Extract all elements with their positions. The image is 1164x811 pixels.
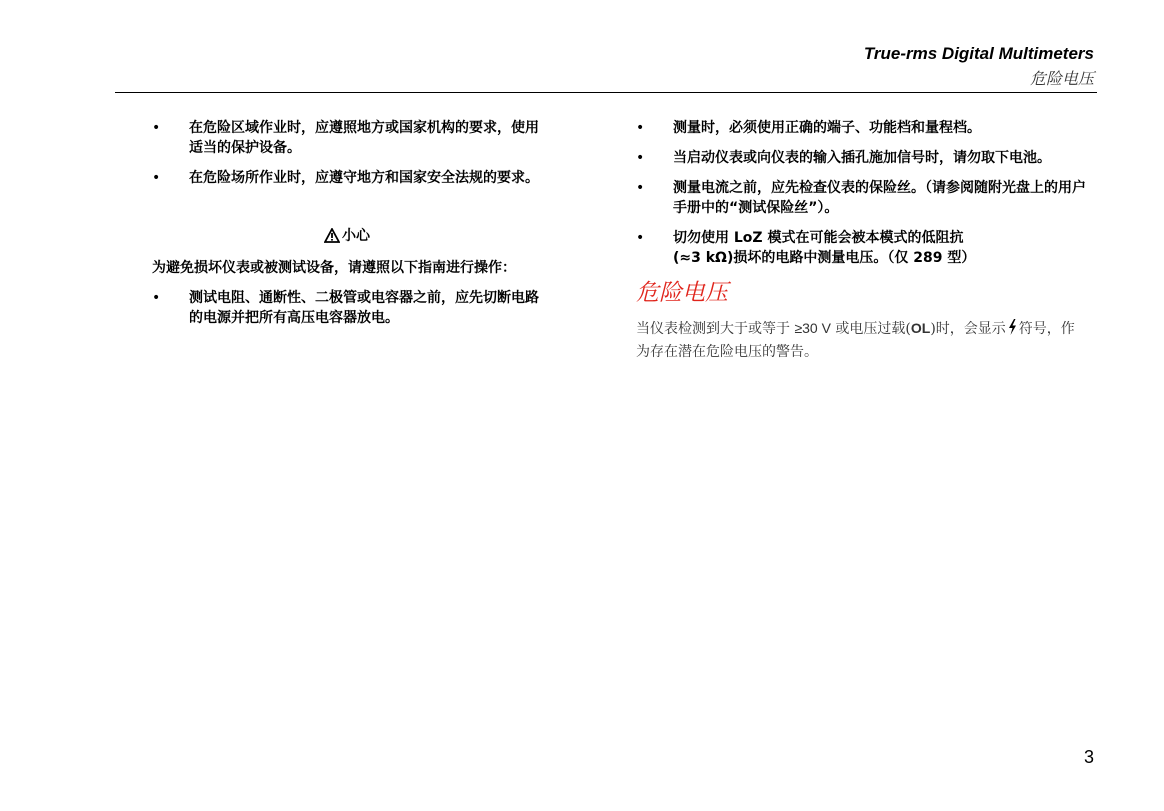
list-item <box>152 168 542 188</box>
bullet-dot: • <box>152 120 161 136</box>
list-item <box>152 118 542 158</box>
loz-bullet-text <box>673 230 975 266</box>
header-rule <box>115 92 1097 93</box>
hazard-text-1: 当仪表检测到大于或等于 <box>636 321 795 337</box>
bullet-text: 测量时，必须使用正确的端子、功能档和量程档。 <box>673 120 981 136</box>
bullet-dot: • <box>152 290 161 306</box>
hazard-voltage: ≥30 V <box>794 320 831 336</box>
bullet-text: 测量电流之前，应先检查仪表的保险丝。（请参阅随附光盘上的用户手册中的“测试保险丝”）。 <box>673 180 1086 216</box>
loz-mode-name: LoZ <box>733 230 763 246</box>
caution-intro: 为避免损坏仪表或被测试设备，请遵照以下指南进行操作： <box>152 260 516 276</box>
left-column <box>152 118 542 338</box>
loz-model-number: 289 <box>913 250 943 266</box>
bullet-text: 测试电阻、通断性、二极管或电容器之前，应先切断电路的电源并把所有高压电容器放电。 <box>189 290 539 326</box>
list-item <box>152 288 542 328</box>
caution-heading <box>152 226 542 249</box>
header-title: True-rms Digital Multimeters <box>863 44 1094 63</box>
right-column <box>636 118 1086 363</box>
bullet-dot: • <box>152 170 161 186</box>
bullet-text: 当启动仪表或向仪表的输入插孔施加信号时，请勿取下电池。 <box>673 150 1051 166</box>
bullet-dot: • <box>636 230 645 246</box>
lightning-bolt-icon <box>1008 319 1017 342</box>
list-item <box>636 118 1086 138</box>
loz-impedance: (≈3 kΩ) <box>673 250 734 266</box>
page-number: 3 <box>1083 747 1094 767</box>
hazard-paragraph <box>636 318 1086 363</box>
loz-text-3: 损坏的电路中测量电压。（仅 <box>733 250 914 266</box>
hazard-text-3: )时，会显示 <box>930 321 1006 337</box>
list-item <box>636 148 1086 168</box>
header-subtitle: 危险电压 <box>1029 69 1094 88</box>
caution-label: 小心 <box>342 228 370 244</box>
bullet-text: 在危险区域作业时，应遵照地方或国家机构的要求，使用适当的保护设备。 <box>189 120 539 156</box>
bullet-dot: • <box>636 180 645 196</box>
loz-text-1: 切勿使用 <box>673 230 734 246</box>
bullet-text: 在危险场所作业时，应遵守地方和国家安全法规的要求。 <box>189 170 539 186</box>
warning-triangle-icon <box>324 228 340 249</box>
bullet-dot: • <box>636 150 645 166</box>
section-heading: 危险电压 <box>636 280 728 306</box>
hazard-ol: OL <box>910 320 931 336</box>
right-bullet-list <box>636 118 1086 268</box>
hazard-text-4: 符号，作为存在潜在危险电压的警告。 <box>636 321 1075 360</box>
list-item <box>636 178 1086 218</box>
left-bullet-list-bottom <box>152 288 542 328</box>
hazard-text-2: 或电压过载( <box>830 321 911 337</box>
loz-text-2: 模式在可能会被本模式的低阻抗 <box>762 230 964 246</box>
list-item <box>636 228 1086 268</box>
left-bullet-list-top <box>152 118 542 188</box>
bullet-dot: • <box>636 120 645 136</box>
loz-text-4: 型） <box>942 250 976 266</box>
